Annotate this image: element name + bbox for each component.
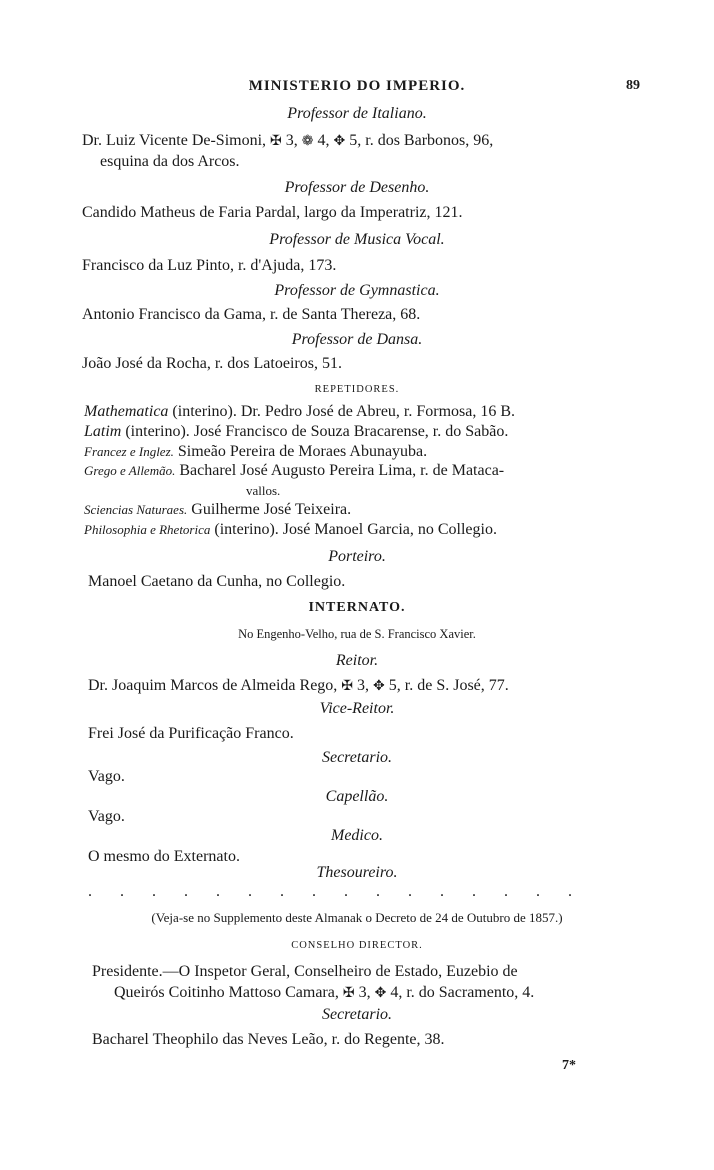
section-subheading: No Engenho-Velho, rua de S. Francisco Xavier.	[238, 627, 476, 641]
section-title: Secretario.	[321, 749, 393, 766]
entry-line: Francisco da Luz Pinto, r. d'Ajuda, 173.	[82, 257, 337, 274]
repetidor-line: Grego e Allemão. Bacharel José Augusto Pereira Lima, r. de Mataca-	[84, 462, 505, 479]
entry-line: Candido Matheus de Faria Pardal, largo da Imperatriz, 121.	[82, 204, 463, 221]
repetidor-line: Francez e Inglez. Simeão Pereira de Moraes Abunayuba.	[84, 443, 428, 460]
section-title: Professor de Gymnastica.	[274, 282, 440, 299]
entry-line: Dr. Joaquim Marcos de Almeida Rego, ✠ 3, ✥ 5, r. de S. José, 77.	[88, 677, 509, 694]
printer-signature: 7*	[562, 1058, 576, 1073]
cross-order-icon: ✠	[341, 679, 354, 694]
section-title: Thesoureiro.	[316, 864, 398, 881]
section-title: Professor de Dansa.	[291, 331, 423, 348]
entry-line: Antonio Francisco da Gama, r. de Santa Thereza, 68.	[82, 306, 421, 323]
section-heading: INTERNATO.	[308, 600, 406, 615]
entry-line-continued: Queirós Coitinho Mattoso Camara, ✠ 3, ✥ 4, r. do Sacramento, 4.	[114, 984, 535, 1001]
christ-order-icon: ✥	[374, 986, 387, 1001]
entry-line: Dr. Luiz Vicente De-Simoni, ✠ 3, ❁ 4, ✥ 5, r. dos Barbonos, 96,	[82, 132, 494, 149]
entry-line: Frei José da Purificação Franco.	[88, 725, 294, 742]
section-title: Medico.	[331, 827, 383, 844]
section-title: Professor de Desenho.	[284, 179, 430, 196]
section-title: Reitor.	[335, 652, 379, 669]
section-heading: CONSELHO DIRECTOR.	[291, 940, 423, 951]
cross-order-icon: ✠	[270, 134, 282, 149]
section-title: Professor de Musica Vocal.	[269, 231, 445, 248]
entry-line: Presidente.—O Inspetor Geral, Conselheiro de Estado, Euzebio de	[92, 963, 518, 980]
section-title: Porteiro.	[328, 548, 386, 565]
christ-order-icon: ✥	[333, 134, 346, 149]
section-title: Professor de Italiano.	[287, 105, 427, 122]
entry-line-continued: esquina da dos Arcos.	[100, 153, 240, 170]
entry-line: Bacharel Theophilo das Neves Leão, r. do Regente, 38.	[92, 1031, 445, 1048]
repetidor-line-continued: vallos.	[246, 483, 281, 498]
section-title: Capellão.	[325, 788, 389, 805]
section-title: Vice-Reitor.	[319, 700, 395, 717]
christ-order-icon: ✥	[373, 679, 385, 694]
footnote: (Veja-se no Supplemento deste Almanak o Decreto de 24 de Outubro de 1857.)	[151, 910, 563, 925]
entry-line: Vago.	[88, 808, 125, 825]
entry-line: João José da Rocha, r. dos Latoeiros, 51.	[82, 355, 342, 372]
repetidor-line: Philosophia e Rhetorica (interino). José Manoel Garcia, no Collegio.	[84, 521, 497, 538]
entry-line: Manoel Caetano da Cunha, no Collegio.	[88, 573, 346, 590]
section-title: Secretario.	[321, 1006, 393, 1023]
entry-line: O mesmo do Externato.	[88, 848, 240, 865]
ellipsis-dots: . . . . . . . . . . . . . . . .	[88, 883, 584, 900]
running-header: MINISTERIO DO IMPERIO.	[248, 78, 466, 94]
entry-line: Vago.	[88, 768, 125, 785]
repetidor-line: Latim (interino). José Francisco de Souza Bracarense, r. do Sabão.	[84, 423, 509, 440]
repetidor-line: Mathematica (interino). Dr. Pedro José de Abreu, r. Formosa, 16 B.	[84, 403, 516, 420]
section-heading: REPETIDORES.	[314, 384, 400, 395]
cross-order-icon: ✠	[342, 986, 355, 1001]
rose-order-icon: ❁	[301, 134, 314, 149]
repetidor-line: Sciencias Naturaes. Guilherme José Teixeira.	[84, 501, 352, 518]
page-number: 89	[626, 78, 640, 93]
